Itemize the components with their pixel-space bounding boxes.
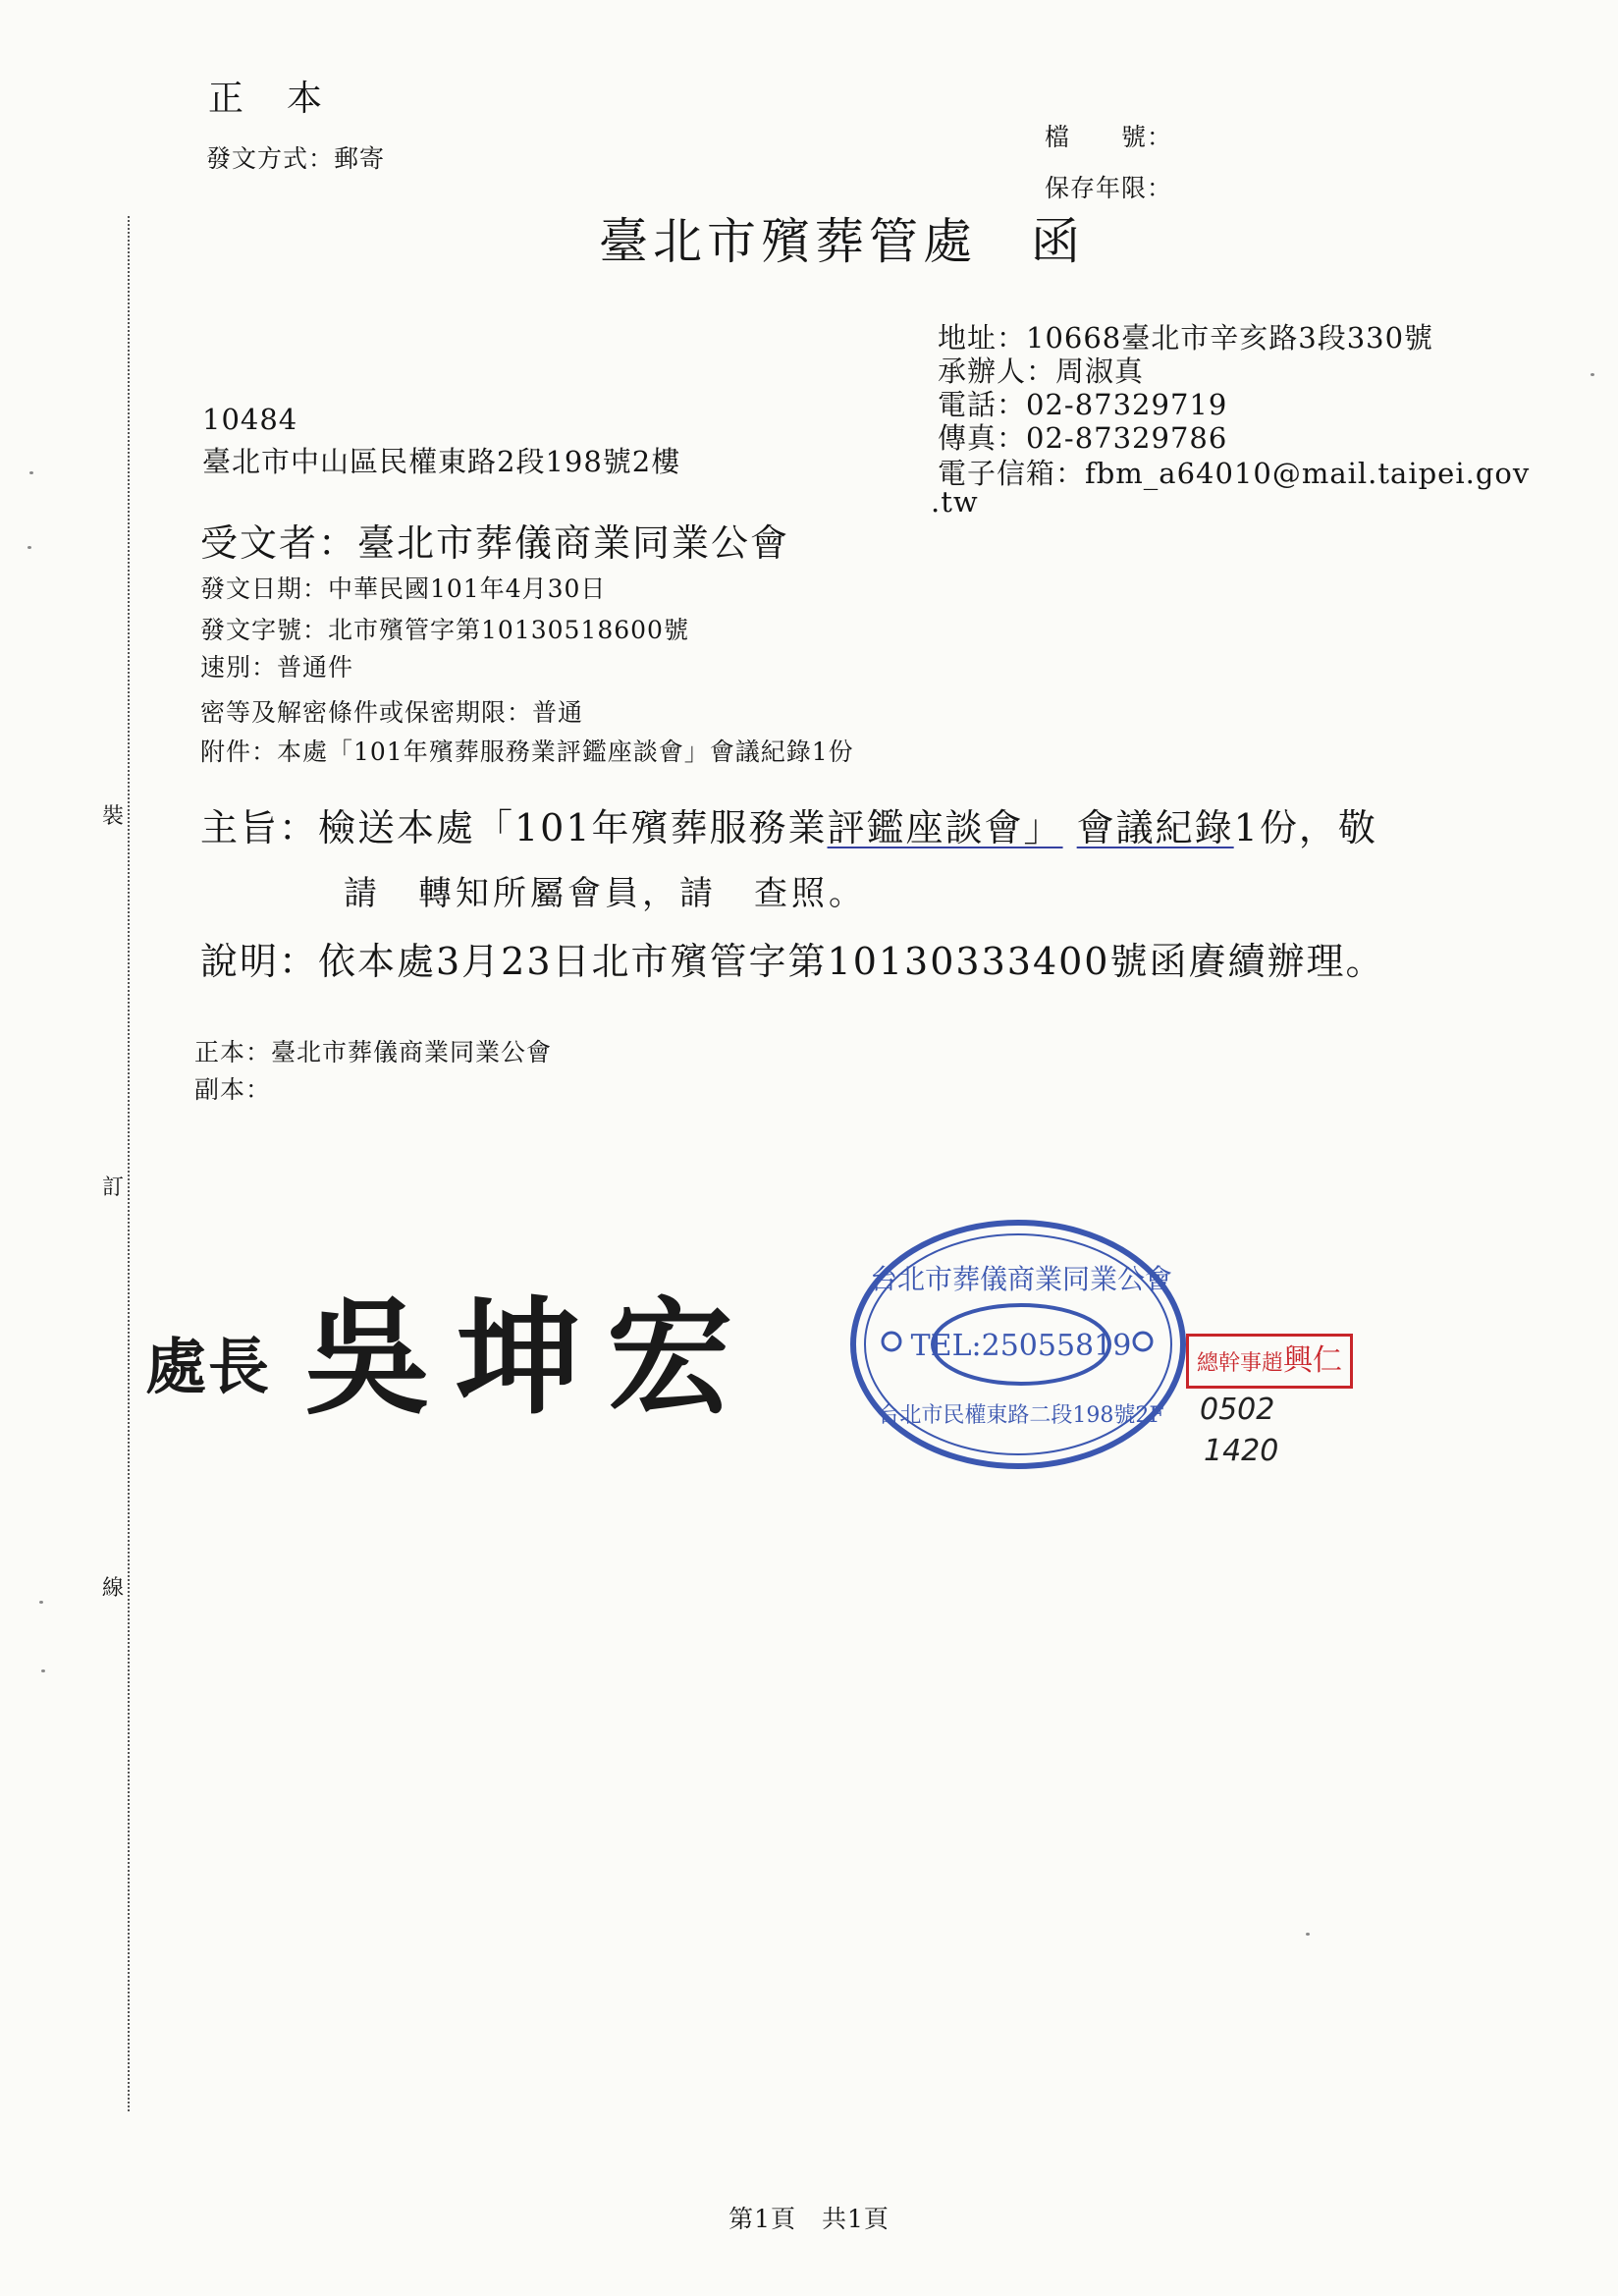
send-method: 發文方式：郵寄 xyxy=(206,144,386,173)
scan-speck xyxy=(1591,373,1594,376)
binding-mark-2: 訂 xyxy=(102,1175,125,1200)
subject-gap xyxy=(1063,806,1077,849)
security-level: 密等及解密條件或保密期限：普通 xyxy=(200,698,584,727)
sender-contact: 承辦人：周淑真 xyxy=(938,355,1145,388)
distribution-original: 正本：臺北市葬儀商業同業公會 xyxy=(194,1038,553,1066)
delivery-speed: 速別：普通件 xyxy=(200,653,354,682)
subject-text: 主旨：檢送本處「101年殯葬服務業 xyxy=(200,806,828,849)
recipient-address: 臺北市中山區民權東路2段198號2樓 xyxy=(202,445,681,478)
subject-continuation: 請 轉知所屬會員，請 查照。 xyxy=(344,874,866,913)
seal-flower-right-icon xyxy=(1134,1333,1152,1350)
association-seal xyxy=(846,1216,1190,1473)
distribution-copy: 副本： xyxy=(194,1075,272,1104)
scan-speck xyxy=(1306,1933,1310,1936)
subject-underlined-text: 評鑑座談會」 xyxy=(827,806,1063,849)
sender-fax: 傳真：02-87329786 xyxy=(938,421,1228,455)
page-number: 第1頁 共1頁 xyxy=(728,2205,890,2233)
seal-flower-left-icon xyxy=(883,1333,900,1350)
issue-date: 發文日期：中華民國101年4月30日 xyxy=(200,574,607,603)
signature-title: 處長 xyxy=(145,1331,272,1402)
explanation: 說明：依本處3月23日北市殯管字第10130333400號函賡續辦理。 xyxy=(200,940,1385,983)
sender-email: 電子信箱：fbm_a64010@mail.taipei.gov xyxy=(938,457,1531,490)
binding-dotted-line xyxy=(128,216,130,2111)
scan-speck xyxy=(41,1669,45,1672)
subject-tail: 1份，敬 xyxy=(1233,806,1377,849)
signature-block xyxy=(145,1257,758,1438)
recipient: 受文者：臺北市葬儀商業同業公會 xyxy=(200,521,790,565)
subject-underlined-text-2: 會議紀錄 xyxy=(1076,806,1234,849)
binding-mark-3: 線 xyxy=(102,1576,125,1601)
document-title: 臺北市殯葬管處 函 xyxy=(599,213,1085,270)
subject xyxy=(200,797,1377,851)
sender-phone: 電話：02-87329719 xyxy=(938,388,1228,421)
secretary-general-stamp xyxy=(1186,1334,1353,1389)
seal-address: 台北市民權東路二段198號2F xyxy=(878,1403,1164,1428)
sender-address: 地址：10668臺北市辛亥路3段330號 xyxy=(938,321,1434,355)
signature-name: 吳坤宏 xyxy=(304,1285,759,1432)
stamp-role: 總幹事趙 xyxy=(1197,1351,1284,1376)
original-mark: 正 本 xyxy=(208,79,327,119)
sender-email-continued: .tw xyxy=(931,485,979,519)
scan-speck xyxy=(29,471,33,474)
scan-speck xyxy=(27,546,31,549)
postal-code: 10484 xyxy=(202,403,298,436)
file-number-label: 檔 號： xyxy=(1045,123,1173,151)
binding-mark-1: 裝 xyxy=(102,804,125,829)
retention-period-label: 保存年限： xyxy=(1045,174,1173,202)
seal-telephone: TEL:25055819 xyxy=(910,1329,1132,1363)
stamp-name: 興仁 xyxy=(1283,1343,1343,1378)
scan-speck xyxy=(39,1601,43,1604)
attachment: 附件：本處「101年殯葬服務業評鑑座談會」會議紀錄1份 xyxy=(200,738,854,766)
seal-organization: 台北市葬儀商業同業公會 xyxy=(869,1263,1173,1295)
document-number: 發文字號：北市殯管字第10130518600號 xyxy=(200,616,689,644)
handwritten-note-1: 0502 xyxy=(1200,1393,1275,1427)
handwritten-note-2: 1420 xyxy=(1204,1434,1279,1468)
seal-graphic xyxy=(846,1216,1190,1473)
